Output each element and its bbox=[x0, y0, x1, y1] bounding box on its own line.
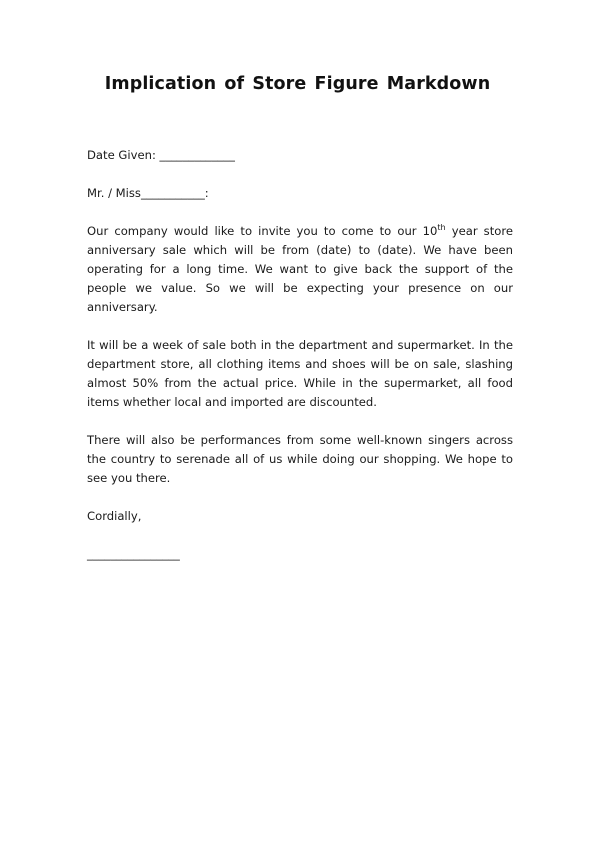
closing-line: Cordially, bbox=[87, 509, 142, 523]
ordinal-suffix: th bbox=[437, 223, 446, 232]
paragraph-performances: There will also be performances from some well-known singers across the country to serenade all of us while doing our shopping. We hope to see you there. bbox=[87, 433, 513, 485]
signature-line: ________________ bbox=[87, 547, 180, 561]
salutation-line: Mr. / Miss___________: bbox=[87, 186, 209, 200]
paragraph-sale-details: It will be a week of sale both in the department and supermarket. In the department store, all clothing items and shoes will be on sale, slashing almost 50% from the actual price. While in the supermarket, all food items whether local and imported are discounted. bbox=[87, 338, 513, 409]
paragraph-invitation-rest: year store anniversary sale which will be from (date) to (date). We have been operating for a long time. We want to give back the support of the people we value. So we will be expecting your presence on our anniversary. bbox=[87, 224, 514, 314]
document-title: Implication of Store Figure Markdown bbox=[104, 74, 491, 94]
paragraph-invitation-start: Our company would like to invite you to come to our 10 bbox=[87, 224, 438, 238]
paragraph-invitation bbox=[87, 222, 513, 317]
date-given-line: Date Given: _____________ bbox=[87, 148, 235, 162]
letter-body bbox=[87, 146, 513, 564]
